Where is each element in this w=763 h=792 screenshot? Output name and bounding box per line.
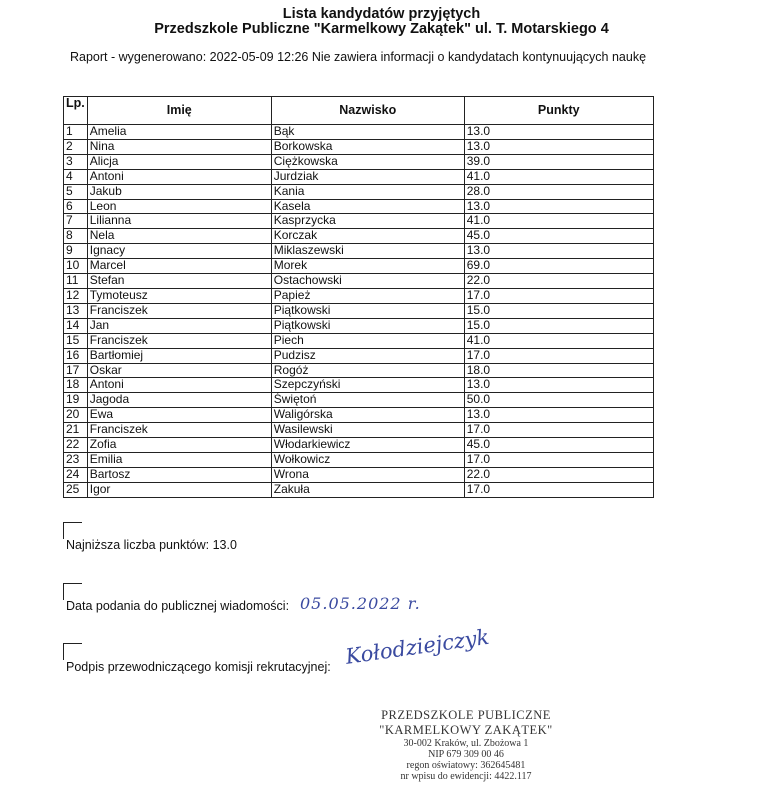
cell-last-name: Rogóż: [271, 363, 464, 378]
cell-lp: 9: [64, 244, 88, 259]
table-row: [64, 348, 654, 363]
table-row: [64, 154, 654, 169]
header-last-name: Nazwisko: [271, 97, 464, 125]
cell-points: 17.0: [464, 348, 653, 363]
table-row: [64, 438, 654, 453]
cell-points: 22.0: [464, 274, 653, 289]
cell-first-name: Zofia: [87, 438, 271, 453]
stamp-line: nr wpisu do ewidencji: 4422.117: [400, 771, 532, 782]
cell-points: 39.0: [464, 154, 653, 169]
cell-last-name: Bąk: [271, 125, 464, 140]
cell-last-name: Wołkowicz: [271, 452, 464, 467]
stamp-line: 30-002 Kraków, ul. Zbożowa 1: [403, 738, 529, 749]
cell-lp: 1: [64, 125, 88, 140]
cell-first-name: Jan: [87, 318, 271, 333]
handwritten-signature: Kołodziejczyk: [344, 624, 491, 669]
table-row: [64, 229, 654, 244]
cell-points: 41.0: [464, 169, 653, 184]
cell-first-name: Jakub: [87, 184, 271, 199]
cell-points: 18.0: [464, 363, 653, 378]
cell-last-name: Szepczyński: [271, 378, 464, 393]
document-title: Lista kandydatów przyjętych: [282, 6, 481, 22]
cell-last-name: Kasprzycka: [271, 214, 464, 229]
section-corner-mark: [63, 643, 82, 660]
cell-lp: 18: [64, 378, 88, 393]
cell-first-name: Igor: [87, 482, 271, 497]
cell-last-name: Morek: [271, 259, 464, 274]
table-row: [64, 482, 654, 497]
cell-first-name: Marcel: [87, 259, 271, 274]
cell-last-name: Piątkowski: [271, 318, 464, 333]
cell-points: 17.0: [464, 482, 653, 497]
table-row: [64, 423, 654, 438]
cell-last-name: Wasilewski: [271, 423, 464, 438]
signature-label: Podpis przewodniczącego komisji rekrutacyjnej:: [66, 660, 331, 674]
table-row: [64, 125, 654, 140]
cell-points: 45.0: [464, 229, 653, 244]
table-row: [64, 214, 654, 229]
cell-first-name: Ignacy: [87, 244, 271, 259]
cell-points: 69.0: [464, 259, 653, 274]
institution-stamp: [366, 708, 566, 782]
table-row: [64, 467, 654, 482]
cell-lp: 21: [64, 423, 88, 438]
table-row: [64, 393, 654, 408]
cell-lp: 15: [64, 333, 88, 348]
cell-lp: 4: [64, 169, 88, 184]
cell-lp: 6: [64, 199, 88, 214]
table-row: [64, 318, 654, 333]
header-points: Punkty: [464, 97, 653, 125]
table-row: [64, 274, 654, 289]
cell-last-name: Piątkowski: [271, 303, 464, 318]
section-corner-mark: [63, 583, 82, 600]
cell-last-name: Waligórska: [271, 408, 464, 423]
cell-first-name: Amelia: [87, 125, 271, 140]
cell-last-name: Włodarkiewicz: [271, 438, 464, 453]
publication-date-label: Data podania do publicznej wiadomości:: [66, 599, 290, 613]
cell-lp: 25: [64, 482, 88, 497]
cell-lp: 10: [64, 259, 88, 274]
handwritten-date: 05.05.2022 r.: [300, 594, 421, 613]
cell-last-name: Borkowska: [271, 139, 464, 154]
cell-lp: 12: [64, 288, 88, 303]
table-row: [64, 288, 654, 303]
stamp-line: NIP 679 309 00 46: [428, 749, 504, 760]
cell-last-name: Ostachowski: [271, 274, 464, 289]
cell-first-name: Leon: [87, 199, 271, 214]
cell-points: 15.0: [464, 318, 653, 333]
cell-last-name: Wrona: [271, 467, 464, 482]
header-first-name: Imię: [87, 97, 271, 125]
table-row: [64, 259, 654, 274]
min-points-label: Najniższa liczba punktów: 13.0: [66, 538, 237, 552]
section-corner-mark: [63, 522, 82, 539]
cell-lp: 19: [64, 393, 88, 408]
cell-lp: 24: [64, 467, 88, 482]
cell-points: 50.0: [464, 393, 653, 408]
cell-points: 13.0: [464, 125, 653, 140]
cell-last-name: Papież: [271, 288, 464, 303]
candidates-table: [63, 96, 654, 498]
table-row: [64, 244, 654, 259]
cell-last-name: Ciężkowska: [271, 154, 464, 169]
cell-last-name: Pudzisz: [271, 348, 464, 363]
cell-lp: 20: [64, 408, 88, 423]
cell-points: 15.0: [464, 303, 653, 318]
cell-lp: 2: [64, 139, 88, 154]
cell-first-name: Franciszek: [87, 333, 271, 348]
cell-last-name: Kasela: [271, 199, 464, 214]
table-row: [64, 363, 654, 378]
cell-lp: 13: [64, 303, 88, 318]
cell-points: 41.0: [464, 214, 653, 229]
cell-lp: 22: [64, 438, 88, 453]
cell-lp: 17: [64, 363, 88, 378]
cell-lp: 14: [64, 318, 88, 333]
cell-first-name: Bartłomiej: [87, 348, 271, 363]
cell-lp: 8: [64, 229, 88, 244]
cell-lp: 5: [64, 184, 88, 199]
table-row: [64, 169, 654, 184]
cell-lp: 11: [64, 274, 88, 289]
cell-points: 45.0: [464, 438, 653, 453]
cell-points: 17.0: [464, 452, 653, 467]
cell-points: 13.0: [464, 408, 653, 423]
cell-points: 13.0: [464, 378, 653, 393]
cell-lp: 23: [64, 452, 88, 467]
header-lp: Lp.: [64, 97, 88, 125]
cell-points: 28.0: [464, 184, 653, 199]
cell-first-name: Alicja: [87, 154, 271, 169]
cell-lp: 7: [64, 214, 88, 229]
table-row: [64, 184, 654, 199]
cell-first-name: Lilianna: [87, 214, 271, 229]
document-subtitle: Przedszkole Publiczne "Karmelkowy Zakątek" ul. T. Motarskiego 4: [154, 21, 609, 37]
cell-first-name: Nela: [87, 229, 271, 244]
cell-first-name: Ewa: [87, 408, 271, 423]
cell-first-name: Tymoteusz: [87, 288, 271, 303]
cell-first-name: Franciszek: [87, 423, 271, 438]
cell-points: 22.0: [464, 467, 653, 482]
stamp-line: PRZEDSZKOLE PUBLICZNE: [381, 708, 551, 722]
cell-first-name: Emilia: [87, 452, 271, 467]
cell-first-name: Bartosz: [87, 467, 271, 482]
cell-points: 17.0: [464, 288, 653, 303]
table-row: [64, 452, 654, 467]
cell-first-name: Oskar: [87, 363, 271, 378]
cell-last-name: Miklaszewski: [271, 244, 464, 259]
table-row: [64, 303, 654, 318]
cell-lp: 3: [64, 154, 88, 169]
cell-first-name: Jagoda: [87, 393, 271, 408]
report-info: Raport - wygenerowano: 2022-05-09 12:26 Nie zawiera informacji o kandydatach kontynuujących naukę: [70, 50, 647, 64]
table-header-row: [64, 97, 654, 125]
cell-points: 13.0: [464, 139, 653, 154]
cell-first-name: Antoni: [87, 378, 271, 393]
table-row: [64, 199, 654, 214]
cell-first-name: Antoni: [87, 169, 271, 184]
table-row: [64, 139, 654, 154]
cell-first-name: Franciszek: [87, 303, 271, 318]
cell-lp: 16: [64, 348, 88, 363]
cell-last-name: Korczak: [271, 229, 464, 244]
cell-points: 17.0: [464, 423, 653, 438]
cell-last-name: Świętoń: [271, 393, 464, 408]
cell-points: 41.0: [464, 333, 653, 348]
cell-first-name: Nina: [87, 139, 271, 154]
cell-points: 13.0: [464, 244, 653, 259]
cell-last-name: Jurdziak: [271, 169, 464, 184]
cell-last-name: Piech: [271, 333, 464, 348]
cell-points: 13.0: [464, 199, 653, 214]
cell-last-name: Kania: [271, 184, 464, 199]
cell-last-name: Zakuła: [271, 482, 464, 497]
cell-first-name: Stefan: [87, 274, 271, 289]
table-row: [64, 378, 654, 393]
table-row: [64, 333, 654, 348]
table-row: [64, 408, 654, 423]
stamp-line: regon oświatowy: 362645481: [406, 760, 526, 771]
stamp-line: "KARMELKOWY ZAKĄTEK": [379, 723, 553, 737]
